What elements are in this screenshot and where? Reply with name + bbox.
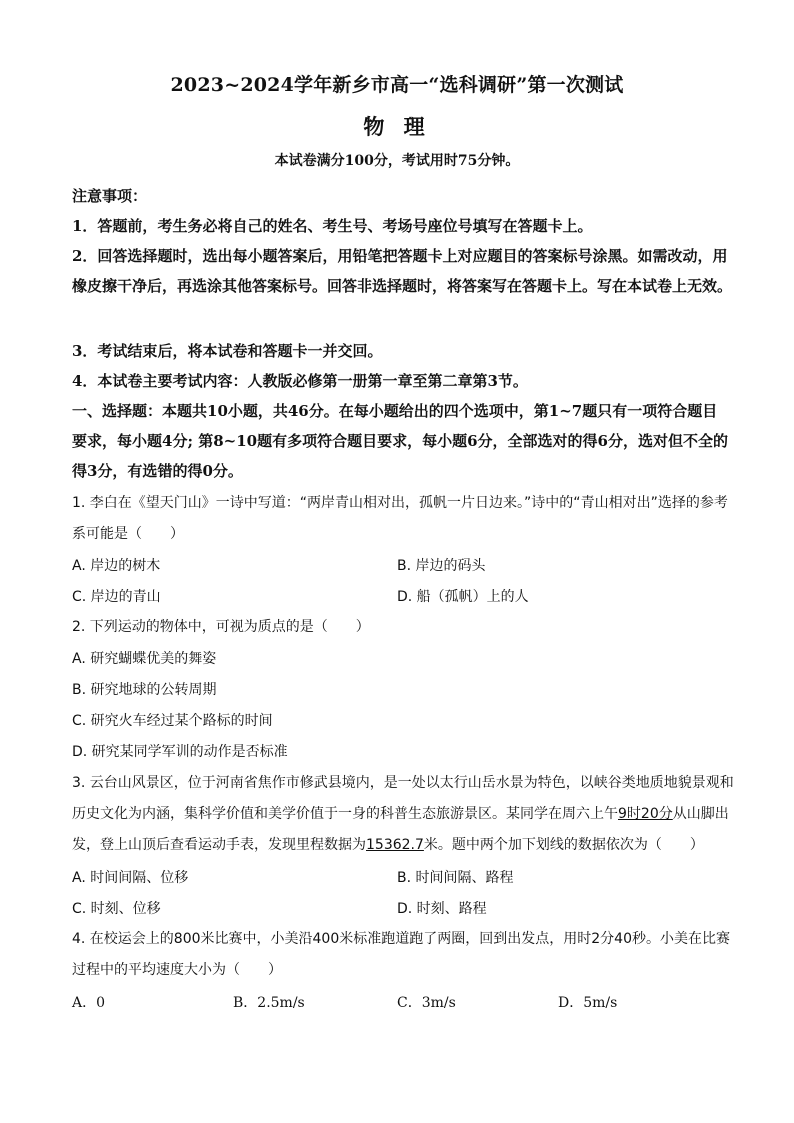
question-4-option-c: C．3m/s	[397, 995, 456, 1011]
question-3-stem	[72, 768, 734, 861]
question-2-stem: 2. 下列运动的物体中，可视为质点的是（ ）	[72, 619, 370, 635]
exam-title: 2023~2024学年新乡市高一“选科调研”第一次测试	[170, 74, 624, 96]
question-2-option-a: A. 研究蝴蝶优美的舞姿	[72, 651, 217, 667]
question-2-option-b: B. 研究地球的公转周期	[72, 682, 217, 698]
question-3-option-b: B. 时间间隔、路程	[397, 870, 514, 886]
question-4-option-a: A．0	[72, 995, 106, 1011]
notice-item-1: 1．答题前，考生务必将自己的姓名、考生号、考场号座位号填写在答题卡上。	[72, 217, 593, 235]
section-intro: 一、选择题：本题共10小题，共46分。在每小题给出的四个选项中，第1~7题只有一项符合题目要求，每小题4分; 第8~10题有多项符合题目要求，每小题6分，全部选对的得6分，选对但不全的得3分，有选错的得0分。	[72, 402, 728, 480]
notice-heading: 注意事项：	[72, 187, 148, 205]
question-3-option-d: D. 时刻、路程	[397, 901, 487, 917]
question-3-stem-part3: 米。题中两个加下划线的数据依次为（ ）	[423, 837, 704, 853]
question-4-option-d: D．5m/s	[558, 995, 618, 1011]
question-1-option-a: A. 岸边的树木	[72, 558, 161, 574]
notice-item-2: 2．回答选择题时，选出每小题答案后，用铅笔把答题卡上对应题目的答案标号涂黑。如需改动，用橡皮擦干净后，再选涂其他答案标号。回答非选择题时，将答案写在答题卡上。写在本试卷上无效。	[72, 247, 733, 295]
question-4-option-b: B．2.5m/s	[233, 995, 305, 1011]
question-1-stem: 1. 李白在《望天门山》一诗中写道：“两岸青山相对出，孤帆一片日边来。”诗中的“青山相对出”选择的参考系可能是（ ）	[72, 495, 728, 542]
question-1-option-c: C. 岸边的青山	[72, 589, 161, 605]
question-2-option-c: C. 研究火车经过某个路标的时间	[72, 713, 273, 729]
subject-title: 物 理	[363, 114, 431, 139]
question-3-option-c: C. 时刻、位移	[72, 901, 161, 917]
question-3-stem-part1: 3. 云台山风景区，位于河南省焦作市修武县境内，是一处以太行山岳水景为特色，以峡谷类地质地貌景观和历史文化为内涵，集科学价值和美学价值于一身的科普生态旅游景区。某同学在周六上午	[72, 775, 734, 822]
notice-item-3: 3．考试结束后，将本试卷和答题卡一并交回。	[72, 342, 383, 360]
question-3-option-a: A. 时间间隔、位移	[72, 870, 189, 886]
question-3-underlined-time: 9时20分	[618, 806, 673, 822]
notice-item-4: 4．本试卷主要考试内容：人教版必修第一册第一章至第二章第3节。	[72, 372, 528, 390]
question-2-option-d: D. 研究某同学军训的动作是否标准	[72, 744, 288, 760]
question-1-option-b: B. 岸边的码头	[397, 558, 486, 574]
question-1-option-d: D. 船（孤帆）上的人	[397, 589, 529, 605]
question-3-stem-part2: 从山脚出发，登上山顶后查看运动手表，发现里程数据为	[72, 806, 729, 853]
exam-meta: 本试卷满分100分，考试用时75分钟。	[274, 153, 520, 169]
question-3-underlined-distance: 15362.7	[366, 837, 424, 853]
question-4-stem: 4. 在校运会上的800米比赛中，小美沿400米标准跑道跑了两圈，回到出发点，用时2分40秒。小美在比赛过程中的平均速度大小为（ ）	[72, 931, 730, 978]
